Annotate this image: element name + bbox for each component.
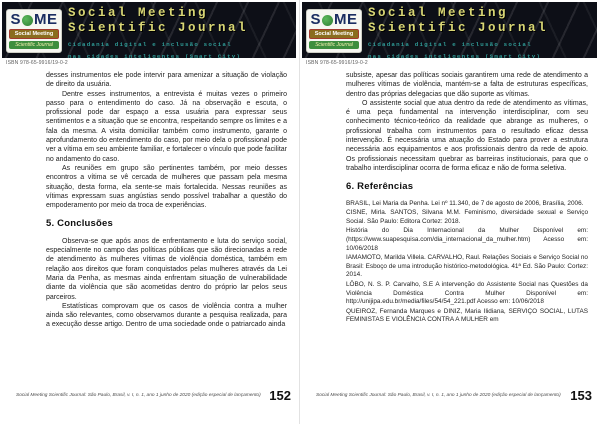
paragraph: desses instrumentos ele pode intervir para amenizar a situação de violação de direito da usuária. — [46, 72, 287, 89]
logo-social-meeting-band: Social Meeting — [9, 29, 59, 39]
references-list — [346, 200, 588, 325]
journal-subtitle-line1: Cidadania digital e inclusão social — [368, 41, 532, 48]
reference-item: CISNE, Mirla. SANTOS, Silvana M.M. Feminismo, diversidade sexual e Serviço Social. São Paulo: Editora Cortez: 2018. — [346, 209, 588, 225]
page-153 — [300, 0, 600, 424]
some-logo — [6, 9, 62, 53]
logo-scientific-journal-band: Scientific Journal — [9, 41, 59, 49]
section-heading-conclusoes: 5. Conclusões — [46, 218, 114, 230]
paragraph: As reuniões em grupo são pertinentes também, por meio desses encontros a vítima se vê cercada de mulheres que passam pela mesma situação, desta forma, ela sente-se mais fortalecida. Nessas reuniões as vítimas expressam suas angústias sendo possível trabalhar a questão do empoderamento por meio da troca de experiências. — [46, 164, 287, 210]
journal-title-block — [368, 2, 597, 58]
journal-subtitle-line2: nas cidades inteligentes (Smart City) — [368, 53, 542, 58]
page-153-footer — [316, 389, 592, 402]
journal-subtitle-line1: Cidadania digital e inclusão social — [68, 41, 232, 48]
logo-some-wordmark — [10, 12, 57, 28]
logo-social-meeting-band: Social Meeting — [309, 29, 359, 39]
isbn-label: ISBN 978-65-9916/19-0-2 — [306, 60, 368, 66]
reference-item: História do Dia Internacional da Mulher Disponível em: (https://www.suapesquisa.com/dia_internacional_da_mulher.htm) Acesso em: 10/06/2018 — [346, 227, 588, 252]
isbn-label: ISBN 978-65-9916/19-0-2 — [6, 60, 68, 66]
journal-subtitle-line2: nas cidades inteligentes (Smart City) — [68, 53, 242, 58]
paragraph: Estatísticas comprovam que os casos de violência contra a mulher ainda são relevantes, como observamos durante a pesquisa realizada, para a execução desse artigo. Dentro de uma sociedade onde o patriarcado ainda — [46, 302, 287, 329]
page-number: 153 — [570, 388, 592, 403]
paragraph: Observa-se que após anos de enfrentamento e luta do serviço social, especialmente no campo das políticas públicas que são direcionadas a rede de atendimento às mulheres vítimas de violência doméstica, também em relação aos direitos que foram conquistados pelas mulheres através da Lei Maria da Penha, as mesmas ainda enfrentam situação de vulnerabilidade diante da violência que são acometidas dentro do próprio lar pelos seus parceiros. — [46, 237, 287, 301]
paragraph: O assistente social que atua dentro da rede de atendimento as vítimas, é uma peça fundamental na intervenção interdisciplinar, com seu conhecimento técnico-teórico da realidade que abrange as mulheres, o profissional trabalha com instrumentos para o resultado eficaz dessa intervenção. É necessária uma atuação do Estado para prover a estrutura necessária aos equipamentos e aos profissionais dentro da rede de apoio. Os profissionais necessitam quebrar as barreiras institucionais, para que o trabalho interdisciplinar ocorra de forma eficaz e não de forma seletiva. — [346, 99, 588, 172]
journal-title-line1: Social Meeting — [68, 6, 209, 20]
reference-item: IAMAMOTO, Marilda Villela. CARVALHO, Raul. Relações Sociais e Serviço Social no Brasil: Esboço de uma introdução histórico-metodológica. 41ª Ed. São Paulo: Cortez: 2014. — [346, 254, 588, 279]
logo-letters-me: ME — [34, 11, 58, 28]
reference-item: BRASIL, Lei Maria da Penha. Lei nº 11.340, de 7 de agosto de 2006, Brasília, 2006. — [346, 199, 584, 207]
journal-title-block — [68, 2, 296, 58]
paragraph: subsiste, apesar das políticas sociais garantirem uma rede de atendimento a mulheres vítimas de violência, mantém-se a falta de estruturas específicas, dentro das próprias delegacias que dão suporte as vítimas. — [346, 72, 588, 98]
logo-green-circle-icon — [22, 15, 33, 26]
journal-title-line2: Scientific Journal — [68, 21, 249, 35]
page-153-body — [300, 66, 600, 325]
logo-letters-me: ME — [334, 11, 358, 28]
logo-letter-s: S — [10, 11, 21, 28]
section-heading-referencias: 6. Referências — [346, 181, 414, 193]
journal-title-line1: Social Meeting — [368, 6, 509, 20]
paragraph: Dentre esses instrumentos, a entrevista é muitas vezes o primeiro passo para o entendimento do caso. Já na observação e escuta, o profissional pode dar espaço a essa usuária para expressar seus sentimentos e a situação que se encontra, respeitando sempre os limites e a fala da mesma. A visita domiciliar também como instrumento, garante o aprofundamento do entendimento do caso, por meio dela o profissional pode ver a vítima em seu ambiente familiar, e fortalecer o vínculo que pode facilitar no andamento do caso. — [46, 90, 287, 163]
reference-item: LÔBO, N. S. P. Carvalho, S.E A intervenção do Assistente Social nas Questões da Violência Doméstica Contra Mulher Disponível em: http://unijipa.edu.br/media/files/54/54_221.pdf Acesso em: 10/06/2018 — [346, 280, 588, 306]
journal-title-line2: Scientific Journal — [368, 21, 549, 35]
logo-scientific-journal-band: Scientific Journal — [309, 41, 359, 49]
some-logo — [306, 9, 362, 53]
journal-header-banner — [2, 2, 296, 58]
footer-citation-line: Social Meeting Scientific Journal: São Paulo, Brasil, v. I, n. 1, ano 1 junho de 2020 (edição especial de lançamento) — [316, 392, 561, 398]
reference-item: QUEIROZ, Fernanda Marques e DINIZ, Maria Ilidiana, SERVIÇO SOCIAL, LUTAS FEMINISTAS E VIOLÊNCIA CONTRA A MULHER em — [346, 307, 588, 324]
page-152-body — [0, 66, 299, 330]
footer-citation-line: Social Meeting Scientific Journal: São Paulo, Brasil, v. I, n. 1, ano 1 junho de 2020 (edição especial de lançamento) — [16, 392, 261, 398]
logo-letter-s: S — [310, 11, 321, 28]
page-152-footer — [16, 389, 291, 402]
page-number: 152 — [269, 388, 291, 403]
logo-green-circle-icon — [322, 15, 333, 26]
journal-header-banner — [302, 2, 597, 58]
logo-some-wordmark — [310, 12, 357, 28]
